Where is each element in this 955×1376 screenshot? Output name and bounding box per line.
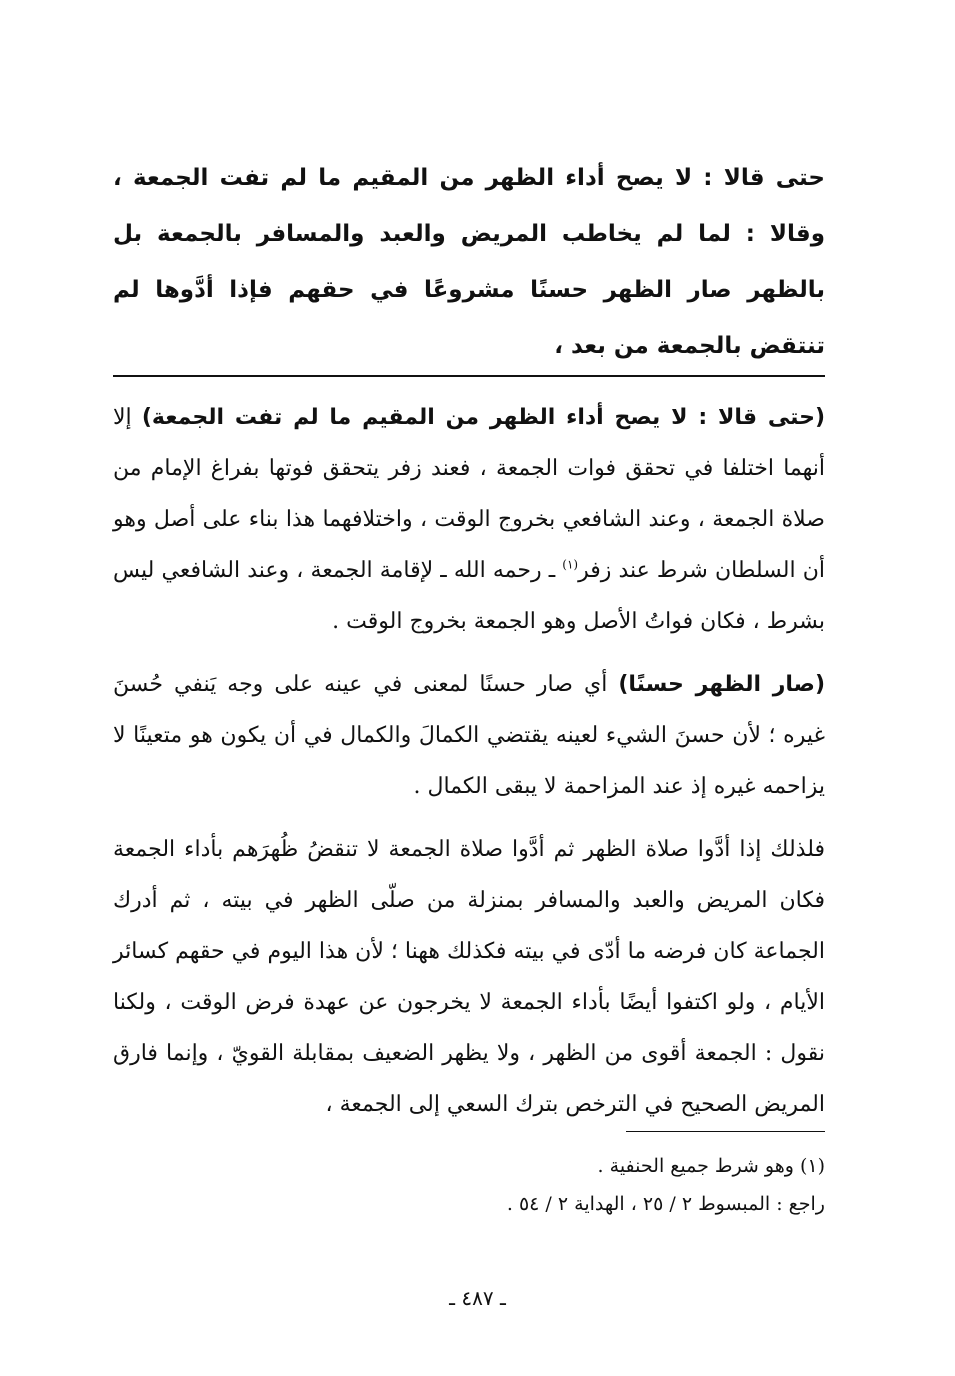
- footnote-divider: [626, 1131, 825, 1132]
- commentary-text-1b: ـ رحمه الله ـ لإقامة الجمعة ، وعند الشافعي ليس بشرط ، فكان فواتُ الأصل وهو الجمعة بخروج الوقت .: [113, 558, 825, 634]
- main-text: حتى قالا : لا يصح أداء الظهر من المقيم ما لم تفت الجمعة ، وقالا : لما لم يخاطب المريض والعبد والمسافر بالجمعة بل بالظهر صار الظهر حسنًا مشروعًا في حقهم فإذا أدَّوها لم تنتقض بالجمعة من بعد ،: [113, 165, 825, 359]
- footnotes: [113, 1147, 825, 1223]
- commentary-paragraph-1: [113, 392, 825, 647]
- commentary-lemma-2: (صار الظهر حسنًا): [618, 672, 825, 697]
- commentary-paragraph-3: فلذلك إذا أدَّوا صلاة الظهر ثم أدَّوا صلاة الجمعة لا تنقضُ ظُهرَهم بأداء الجمعة فكان المريض والعبد والمسافر بمنزلة من صلّى الظهر في بيته ، ثم أدرك الجماعة كان فرضه ما أدّى في بيته فكذلك ههنا ؛ لأن هذا اليوم في حقهم كسائر الأيام ، ولو اكتفوا أيضًا بأداء الجمعة لا يخرجون عن عهدة فرض الوقت ، ولكنا نقول : الجمعة أقوى من الظهر ، ولا يظهر الضعيف بمقابلة القويّ ، وإنما فارق المريض الصحيح في الترخص بترك السعي إلى الجمعة ،: [113, 837, 825, 1117]
- section-divider: [113, 375, 825, 377]
- commentary-text-1a: إلا أنهما اختلفا في تحقق فوات الجمعة ، فعند زفر يتحقق فوتها بفراغ الإمام من صلاة الجمعة ، وعند الشافعي بخروج الوقت ، واختلافهما هذا بناء على أصل وهو أن السلطان شرط عند زفر: [113, 405, 825, 583]
- commentary-lemma-1: (حتى قالا : لا يصح أداء الظهر من المقيم ما لم تفت الجمعة): [141, 405, 825, 430]
- page-number: ـ ٤٨٧ ـ: [449, 1286, 506, 1310]
- footnote-1: (١) وهو شرط جميع الحنفية .: [597, 1155, 825, 1177]
- commentary-text-2: أي صار حسنًا لمعنى في عينه على وجه يَنفي حُسنَ غيره ؛ لأن حسنَ الشيء لعينه يقتضي الكمالَ والكمال في أن يكون هو متعينًا لا يزاحمه غيره إذ عند المزاحمة لا يبقى الكمال .: [113, 672, 825, 799]
- footnote-reference: (١): [562, 557, 579, 572]
- commentary-paragraph-2: [113, 659, 825, 812]
- footnote-1-reference: راجع : المبسوط ٢ / ٢٥ ، الهداية ٢ / ٥٤ .: [506, 1193, 825, 1215]
- commentary: [113, 392, 825, 1142]
